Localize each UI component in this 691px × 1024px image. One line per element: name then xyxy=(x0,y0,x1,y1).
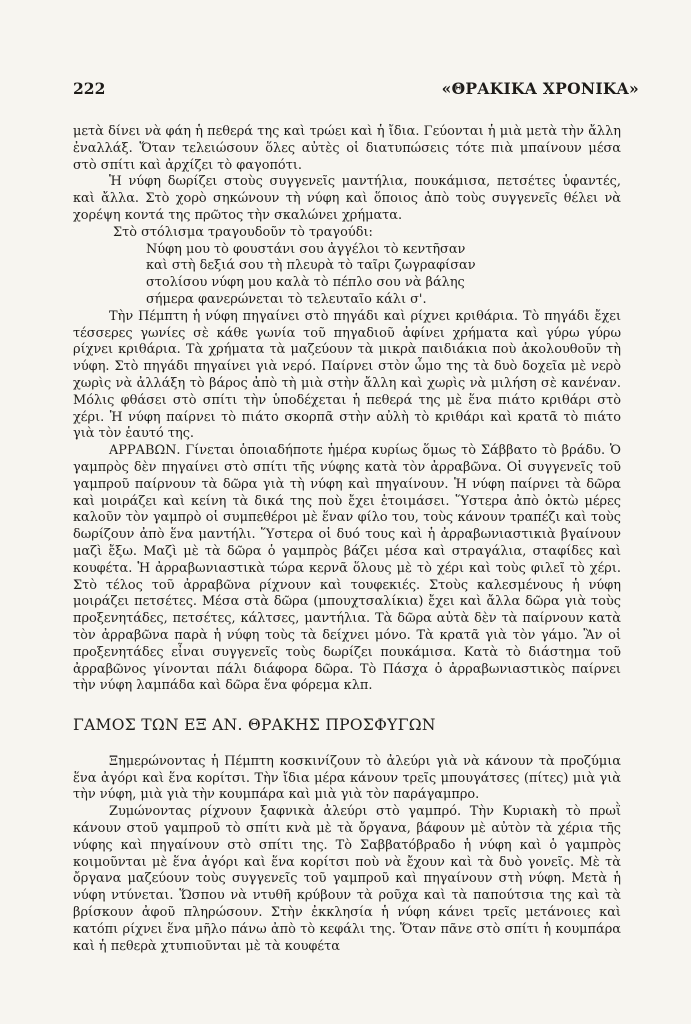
paragraph-engagement: ΑΡΡΑΒΩΝ. Γίνεται ὁποιαδήποτε ἡμέρα κυρίως ὅμως τὸ Σάββατο τὸ βράδυ. Ὁ γαμπρὸς δὲν πηγαίνει στὸ σπίτι τῆς νύφης κατὰ τὸν ἀρραβῶνα. Οἱ συγγενεῖς τοῦ γαμπροῦ παίρνουν τὰ δῶρα γιὰ τὴ νύφη καὶ πηγαίνουν. Ἡ νύφη παίρνει τὰ δῶρα καὶ μοιράζει καὶ κείνη τὰ δικά της ποὺ ἔχει ἑτοιμάσει. Ὕστερα ἀπὸ ὀκτὼ μέρες καλοῦν τὸν γαμπρὸ οἱ συμπεθέροι μὲ ἕναν φίλο του, τοὺς κάνουν τραπέζι καὶ τοὺς δωρίζουν ἀπὸ ἕνα μαντήλι. Ὕστερα οἱ δυό τους καὶ ἡ ἀρραβωνιαστικιὰ βγαίνουν μαζὶ ἔξω. Μαζὶ μὲ τὰ δῶρα ὁ γαμπρὸς βάζει μέσα καὶ στραγάλια, σταφίδες καὶ κουφέτα. Ἡ ἀρραβωνιαστικὰ τώρα κερνᾶ ὅλους μὲ τὸ χέρι καὶ τοὺς φιλεῖ τὸ χέρι. Στὸ τέλος τοῦ ἀρραβῶνα ρίχνουν καὶ τουφεκιές. Στοὺς καλεσμένους ἡ νύφη μοιράζει πετσέτες. Μέσα στὰ δῶρα (μπουχτσαλίκια) ἔχει καὶ ἄλλα δῶρα γιὰ τοὺς προξενητάδες, πετσέτες, κάλτσες, μαντήλια. Τὰ δῶρα αὐτὰ δὲν τὰ παίρνουν κατὰ τὸν ἀρραβῶνα παρὰ ἡ νύφη τοὺς τὰ δείχνει μόνο. Τὰ κρατᾶ γιὰ τὸν γάμο. Ἂν οἱ προξενητάδες εἶναι συγγενεῖς τοὺς δωρίζει πουκάμισα. Κατὰ τὸ διάστημα τοῦ ἀρραβῶνος γίνονται πάλι διάφορα δῶρα. Τὸ Πάσχα ὁ ἀρραβωνιαστικὸς παίρνει τὴν νύφη λαμπάδα καὶ δῶρα ἕνα φόρεμα κλπ. xyxy=(73,443,621,694)
verse-line: στολίσου νύφη μου καλὰ τὸ πέπλο σου νὰ βάλης xyxy=(146,275,465,291)
paragraph-thursday-flour: Ξημερώνοντας ἡ Πέμπτη κοσκινίζουν τὸ ἀλεύρι γιὰ νὰ κάνουν τὰ προζύμια ἕνα ἀγόρι καὶ ἕνα κορίτσι. Τὴν ἴδια μέρα κάνουν τρεῖς μπουγάτσες (πίτες) μιὰ γιὰ τὴν νύφη, μιὰ γιὰ τὴν κουμπάρα καὶ μιὰ γιὰ τὸν παράγαμπρο. xyxy=(73,753,621,803)
verse-line: καὶ στὴ δεξιά σου τὴ πλευρὰ τὸ ταῖρι ζωγραφίσαν xyxy=(146,258,476,274)
verse-line: Νύφη μου τὸ φουστάνι σου ἀγγέλοι τὸ κεντῆσαν xyxy=(146,241,466,257)
song-intro: Στὸ στόλισμα τραγουδοῦν τὸ τραγούδι: xyxy=(113,224,373,240)
page-number: 222 xyxy=(73,79,106,98)
verse-line: σήμερα φανερώνεται τὸ τελευταῖο κάλι σ'. xyxy=(146,291,427,307)
article-body xyxy=(73,124,621,955)
paragraph-meal: μετὰ δίνει νὰ φάη ἡ πεθερά της καὶ τρώει καὶ ἡ ἴδια. Γεύονται ἡ μιὰ μετὰ τὴν ἄλλη ἐναλλάξ. Ὅταν τελειώσουν ὅλες αὐτὲς οἱ διατυπώσεις τότε πιὰ μπαίνουν μέσα στὸ σπίτι καὶ ἀρχίζει τὸ φαγοπότι. xyxy=(73,124,621,173)
song-verse xyxy=(73,242,621,309)
paragraph-gifts: Ἡ νύφη δωρίζει στοὺς συγγενεῖς μαντήλια, πουκάμισα, πετσέτες ὑφαντές, καὶ ἄλλα. Στὸ χορὸ σηκώνουν τὴ νύφη καὶ ὅποιος ἀπὸ τοὺς συγγενεῖς θέλει νὰ χορέψη κοντά της πρῶτος τὴν σκαλώνει χρήματα. xyxy=(73,174,621,223)
section-heading: ΓΑΜΟΣ ΤΩΝ ΕΞ ΑΝ. ΘΡΑΚΗΣ ΠΡΟΣΦΥΓΩΝ xyxy=(73,716,436,735)
paragraph-sunday: Ζυμώνοντας ρίχνουν ξαφνικὰ ἀλεύρι στὸ γαμπρό. Τὴν Κυριακὴ τὸ πρωῒ κάνουν στοῦ γαμπροῦ τὸ σπίτι κνὰ μὲ τὰ ὄργανα, βάφουν μὲ αὐτὸν τὰ χέρια τῆς νύφης καὶ πηγαίνουν στὸ σπίτι της. Τὸ Σαββατόβραδο ἡ νύφη καὶ ὁ γαμπρὸς κοιμοῦνται μὲ ἕνα ἀγόρι καὶ ἕνα κορίτσι ποὺ νὰ ἔχουν καὶ τὰ δυὸ γονεῖς. Μὲ τὰ ὄργανα μαζεύουν τοὺς συγγενεῖς τοῦ γαμπροῦ καὶ πηγαίνουν στὴ νύφη. Μετὰ ἡ νύφη ντύνεται. Ὥσπου νὰ ντυθῆ κρύβουν τὰ ροῦχα καὶ τὰ παπούτσια της καὶ τὰ βρίσκουν ἀφοῦ πληρώσουν. Στὴν ἐκκλησία ἡ νύφη κάνει τρεῖς μετάνοιες καὶ κατόπι ρίχνει ἕνα μῆλο πάνω ἀπὸ τὸ κεφάλι της. Ὅταν πᾶνε στὸ σπίτι ἡ κουμπάρα καὶ ἡ πεθερὰ χτυπιοῦνται μὲ τὰ κουφέτα xyxy=(73,804,621,954)
page-header xyxy=(73,79,639,98)
journal-title: «ΘΡΑΚΙΚΑ ΧΡΟΝΙΚΑ» xyxy=(441,79,639,98)
paragraph-thursday-well: Τὴν Πέμπτη ἡ νύφη πηγαίνει στὸ πηγάδι καὶ ρίχνει κριθάρια. Τὸ πηγάδι ἔχει τέσσερες γωνίες σὲ κάθε γωνία τοῦ πηγαδιοῦ ἀφίνει χρήματα καὶ γύρω γύρω ρίχνει κριθάρια. Τὰ χρήματα τὰ μαζεύουν τὰ μικρὰ παιδιάκια ποὺ ἀκολουθοῦν τὴ νύφη. Στὸ πηγάδι πηγαίνει γιὰ νερό. Παίρνει στὸν ὦμο της τὰ δυὸ δοχεῖα μὲ νερὸ χωρὶς νὰ ἀλλάξη τὸ βάρος ἀπὸ τὴ μιὰ στὴν ἄλλη καὶ χωρὶς νὰ μιλήση σὲ κανέναν. Μόλις φθάσει στὸ σπίτι τὴν ὑποδέχεται ἡ πεθερά της μὲ ἕνα πιάτο κριθάρι στὸ χέρι. Ἡ νύφη παίρνει τὸ πιάτο σκορπᾶ στὴν αὐλὴ τὸ κριθάρι καὶ κρατᾶ τὸ πιάτο γιὰ τὸν ἑαυτό της. xyxy=(73,308,621,442)
